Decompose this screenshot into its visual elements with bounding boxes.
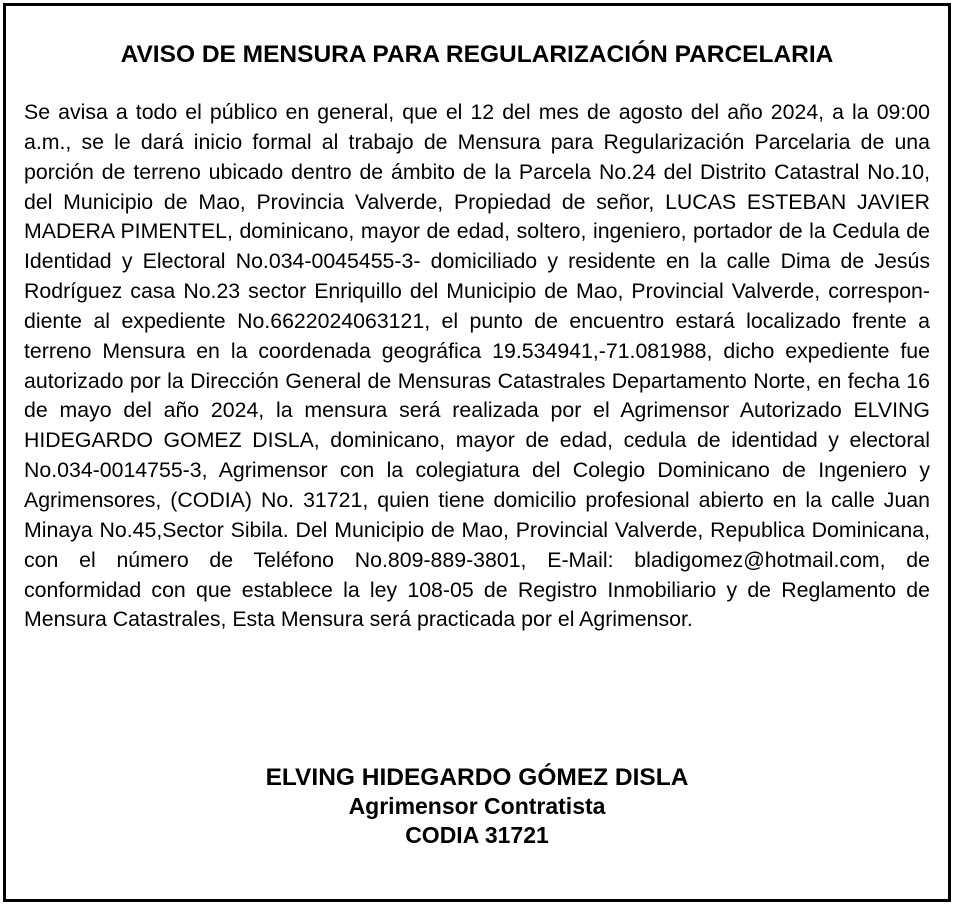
signature-name: ELVING HIDEGARDO GÓMEZ DISLA — [265, 764, 689, 791]
signature-block — [6, 763, 948, 850]
notice-body: Se avisa a todo el público en general, que el 12 del mes de agosto del año 2024, a la 09:00 a.m., se le dará inicio formal al trabajo de Mensura para Regularización Parcelaria de una porción de terreno ubicado dentro de ámbito de la Parcela No.24 del Distrito Catastral No.10, del Municipio de Mao, Provincia Valverde, Propiedad de señor, LUCAS ESTEBAN JAVIER MADERA PIMENTEL, dominicano, mayor de edad, soltero, ingeniero, portador de la Cedula de Identidad y Electoral No.034-0045455-3- domiciliado y residente en la calle Dima de Jesús Rodríguez casa No.23 sector Enriquillo del Municipio de Mao, Provincial Valverde, correspondiente al expediente No.6622024063121, el punto de encuentro estará localizado frente a terreno Mensura en la coordenada geográfica 19.534941,-71.081988, dicho expediente fue autorizado por la Dirección General de Mensuras Catastrales Departamento Norte, en fecha 16 de mayo del año 2024, la mensura será realizada por el Agrimensor Autorizado ELVING HIDEGARDO GOMEZ DISLA, dominicano, mayor de edad, cedula de identidad y electoral No.034-0014755-3, Agrimensor con la colegiatura del Colegio Dominicano de Ingeniero y Agrimensores, (CODIA) No. 31721, quien tiene domicilio profesional abierto en la calle Juan Minaya No.45,Sector Sibila. Del Municipio de Mao, Provincial Valverde, Republica Dominicana, con el número de Teléfono No.809-889-3801, E-Mail: bladigomez@hotmail.com, de conformidad con que establece la ley 108-05 de Registro Inmobiliario y de Reglamento de Mensura Catastrales, Esta Mensura será practicada por el Agrimensor. — [24, 100, 930, 632]
notice-title: AVISO DE MENSURA PARA REGULARIZACIÓN PARCELARIA — [120, 41, 834, 68]
notice-box — [3, 3, 951, 902]
signature-role: Agrimensor Contratista — [348, 793, 606, 819]
signature-codia: CODIA 31721 — [405, 822, 549, 848]
